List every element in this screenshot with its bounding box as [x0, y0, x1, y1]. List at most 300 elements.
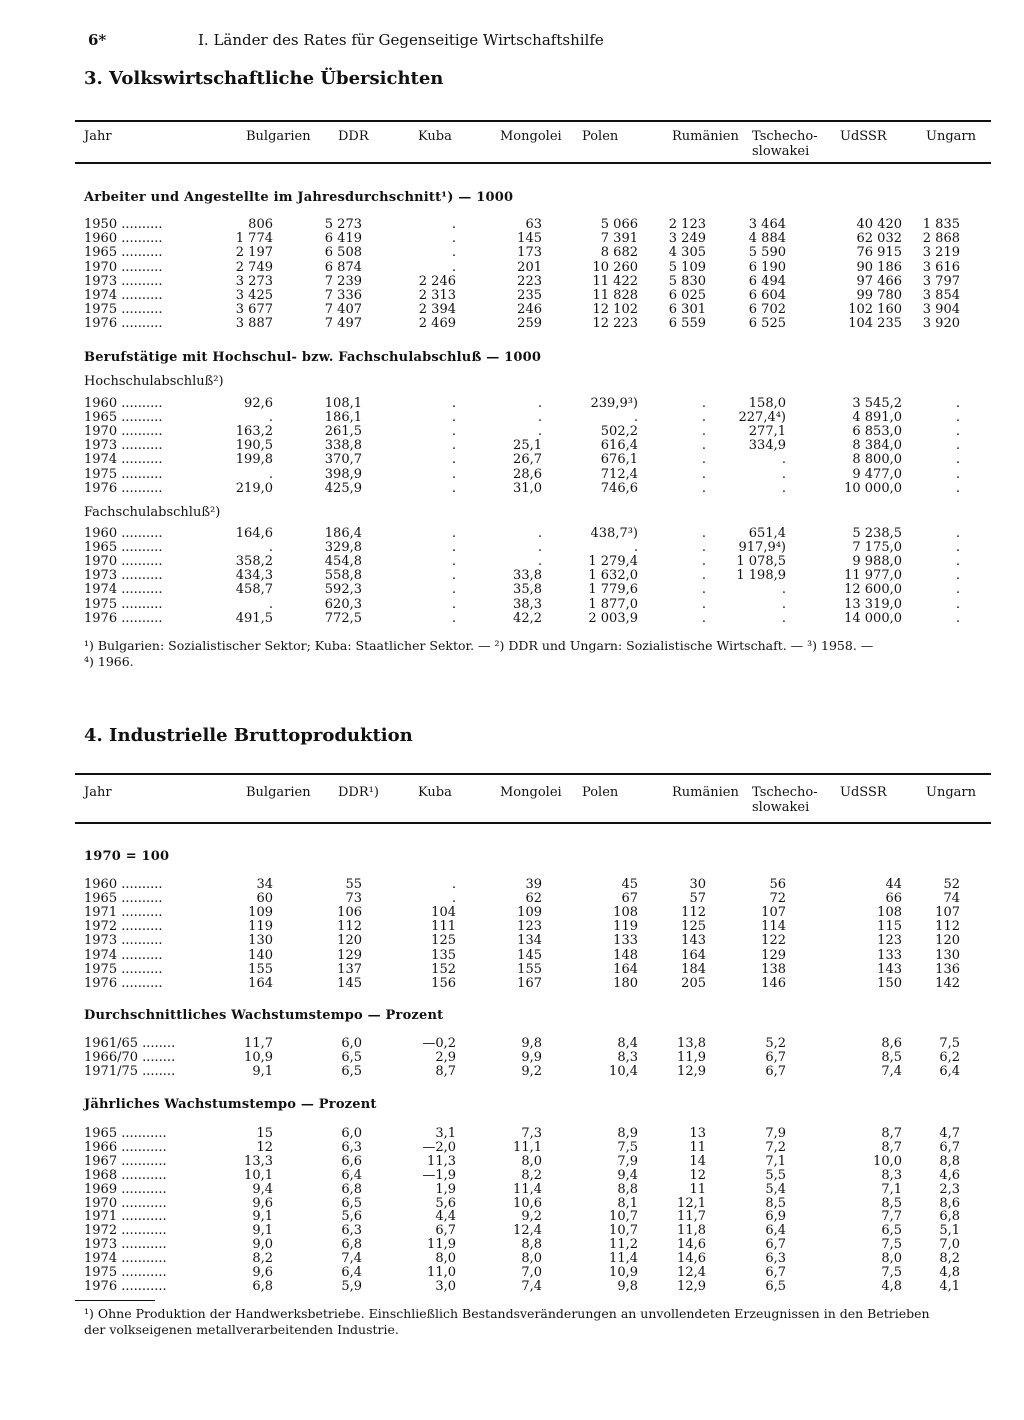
- value-cell: 1 198,9: [736, 568, 786, 584]
- year-cell: 1975 ..........: [84, 596, 163, 612]
- value-cell: 6,7: [939, 1139, 960, 1155]
- value-cell: 4,7: [939, 1126, 960, 1141]
- value-cell: 164: [248, 975, 273, 991]
- value-cell: 2 868: [922, 231, 960, 247]
- year-cell: 1974 ...........: [84, 1251, 167, 1267]
- value-cell: .: [701, 526, 706, 541]
- value-cell: 11,2: [609, 1237, 638, 1253]
- value-cell: 917,9⁴): [738, 540, 786, 556]
- table-row: [0, 246, 1024, 260]
- value-cell: 3 677: [235, 302, 273, 318]
- year-cell: 1973 ...........: [84, 1237, 167, 1253]
- value-cell: .: [701, 466, 706, 482]
- value-cell: 592,3: [324, 582, 362, 598]
- table-row: [0, 878, 1024, 892]
- value-cell: 10,6: [513, 1195, 542, 1211]
- year-cell: 1973 ..........: [84, 568, 163, 584]
- value-cell: 8,3: [617, 1050, 638, 1066]
- value-cell: 38,3: [513, 596, 542, 612]
- value-cell: .: [955, 410, 960, 426]
- value-cell: 746,6: [600, 480, 638, 496]
- value-cell: 123: [517, 919, 542, 935]
- value-cell: 120: [337, 933, 362, 949]
- value-cell: 133: [613, 933, 638, 949]
- value-cell: 145: [337, 975, 362, 991]
- value-cell: 140: [248, 947, 273, 963]
- value-cell: 99 780: [856, 288, 902, 303]
- value-cell: 11,9: [427, 1237, 456, 1253]
- value-cell: 6 419: [324, 231, 362, 247]
- value-cell: 7,0: [939, 1237, 960, 1253]
- column-header: Jahr: [84, 785, 112, 800]
- value-cell: 7,4: [881, 1064, 902, 1080]
- value-cell: 6 525: [748, 316, 786, 332]
- value-cell: 63: [525, 217, 542, 232]
- value-cell: 119: [248, 919, 273, 935]
- value-cell: 458,7: [235, 582, 273, 598]
- value-cell: .: [955, 438, 960, 454]
- value-cell: 9,1: [252, 1209, 273, 1225]
- value-cell: 3 273: [235, 273, 273, 289]
- value-cell: 35,8: [513, 582, 542, 598]
- value-cell: 31,0: [513, 480, 542, 496]
- column-header: Jahr: [84, 129, 112, 144]
- column-header: Polen: [582, 129, 619, 144]
- value-cell: 6,3: [341, 1223, 362, 1239]
- value-cell: .: [451, 540, 456, 556]
- column-header: Polen: [582, 785, 619, 800]
- value-cell: 6 559: [668, 316, 706, 332]
- value-cell: 92,6: [244, 396, 273, 411]
- column-header: Mongolei: [500, 129, 562, 144]
- value-cell: 119: [613, 919, 638, 935]
- value-cell: 398,9: [324, 466, 362, 482]
- value-cell: 135: [431, 947, 456, 963]
- value-cell: 11: [689, 1139, 706, 1155]
- value-cell: 184: [681, 961, 706, 977]
- year-cell: 1975 ...........: [84, 1265, 167, 1280]
- value-cell: 12,9: [677, 1278, 706, 1294]
- value-cell: 8,0: [881, 1251, 902, 1267]
- value-cell: .: [955, 540, 960, 556]
- value-cell: 10,7: [609, 1209, 638, 1225]
- value-cell: 6,4: [939, 1064, 960, 1080]
- year-cell: 1966 ...........: [84, 1139, 167, 1155]
- year-cell: 1974 ..........: [84, 288, 163, 303]
- value-cell: 6,0: [341, 1036, 362, 1051]
- value-cell: 4 891,0: [852, 410, 902, 426]
- value-cell: 30: [689, 877, 706, 892]
- table-row: [0, 541, 1024, 555]
- column-header: UdSSR: [840, 785, 887, 800]
- value-cell: 163,2: [235, 424, 273, 440]
- value-cell: 6,4: [341, 1265, 362, 1280]
- value-cell: 7 497: [324, 316, 362, 332]
- value-cell: 1,9: [435, 1181, 456, 1197]
- value-cell: 676,1: [600, 452, 638, 468]
- value-cell: 45: [621, 877, 638, 892]
- table-row: [0, 1238, 1024, 1252]
- year-cell: 1965 ..........: [84, 245, 163, 261]
- value-cell: 180: [613, 975, 638, 991]
- value-cell: 62: [525, 891, 542, 907]
- value-cell: 5 109: [668, 259, 706, 275]
- value-cell: 239,9³): [590, 396, 638, 411]
- value-cell: 651,4: [748, 526, 786, 541]
- value-cell: 8,8: [617, 1181, 638, 1197]
- table-row: [0, 275, 1024, 289]
- footnote: der volkseigenen metallverarbeitenden Industrie.: [84, 1322, 399, 1337]
- value-cell: 6 025: [668, 288, 706, 303]
- group-title: Jährliches Wachstumstempo — Prozent: [84, 1097, 377, 1112]
- value-cell: .: [451, 452, 456, 468]
- section-title: 3. Volkswirtschaftliche Übersichten: [84, 68, 444, 89]
- value-cell: 9,4: [252, 1181, 273, 1197]
- column-header: Ungarn: [926, 129, 976, 144]
- value-cell: 9,9: [521, 1050, 542, 1066]
- table-row: [0, 1051, 1024, 1065]
- table-row: [0, 1169, 1024, 1183]
- value-cell: .: [268, 466, 273, 482]
- table-row: [0, 1155, 1024, 1169]
- year-cell: 1973 ..........: [84, 273, 163, 289]
- value-cell: 11,8: [677, 1223, 706, 1239]
- value-cell: 133: [877, 947, 902, 963]
- column-header: Bulgarien: [246, 785, 311, 800]
- value-cell: 11,7: [244, 1036, 273, 1051]
- value-cell: 12,4: [513, 1223, 542, 1239]
- value-cell: 3,0: [435, 1278, 456, 1294]
- table-row: [0, 411, 1024, 425]
- group-title: Arbeiter und Angestellte im Jahresdurchschnitt¹) — 1000: [84, 190, 514, 205]
- value-cell: 108: [877, 905, 902, 921]
- year-cell: 1973 ..........: [84, 933, 163, 949]
- year-cell: 1970 ..........: [84, 259, 163, 275]
- value-cell: 9,6: [252, 1265, 273, 1280]
- value-cell: 6,2: [939, 1050, 960, 1066]
- value-cell: 620,3: [324, 596, 362, 612]
- value-cell: .: [955, 568, 960, 584]
- value-cell: 2 313: [418, 288, 456, 303]
- value-cell: 8,9: [617, 1126, 638, 1141]
- value-cell: 130: [935, 947, 960, 963]
- value-cell: 11,7: [677, 1209, 706, 1225]
- value-cell: .: [701, 554, 706, 570]
- year-cell: 1972 ...........: [84, 1223, 167, 1239]
- value-cell: 6,7: [765, 1237, 786, 1253]
- group-title: Berufstätige mit Hochschul- bzw. Fachschulabschluß — 1000: [84, 350, 542, 365]
- year-cell: 1973 ..........: [84, 438, 163, 454]
- table-row: [0, 1127, 1024, 1141]
- value-cell: 7 175,0: [852, 540, 902, 556]
- value-cell: 806: [248, 217, 273, 232]
- table-row: [0, 598, 1024, 612]
- value-cell: 558,8: [324, 568, 362, 584]
- value-cell: 104 235: [848, 316, 902, 332]
- value-cell: 8,4: [617, 1036, 638, 1051]
- value-cell: 115: [877, 919, 902, 935]
- value-cell: 12,9: [677, 1064, 706, 1080]
- value-cell: 57: [689, 891, 706, 907]
- column-header: DDR: [338, 129, 369, 144]
- value-cell: .: [268, 540, 273, 556]
- value-cell: 11 422: [592, 273, 638, 289]
- year-cell: 1976 ..........: [84, 975, 163, 991]
- value-cell: 130: [248, 933, 273, 949]
- value-cell: 136: [935, 961, 960, 977]
- value-cell: 7,1: [881, 1181, 902, 1197]
- value-cell: 8,7: [435, 1064, 456, 1080]
- value-cell: 7,4: [521, 1278, 542, 1294]
- value-cell: 10,9: [609, 1265, 638, 1280]
- value-cell: 164: [681, 947, 706, 963]
- value-cell: .: [781, 452, 786, 468]
- value-cell: 772,5: [324, 610, 362, 626]
- value-cell: 62 032: [856, 231, 902, 247]
- value-cell: 3,1: [435, 1126, 456, 1141]
- subgroup-title: Fachschulabschluß²): [84, 505, 221, 520]
- value-cell: 186,1: [324, 410, 362, 426]
- table-row: [0, 1224, 1024, 1238]
- value-cell: 66: [885, 891, 902, 907]
- value-cell: 3 219: [922, 245, 960, 261]
- value-cell: .: [537, 424, 542, 440]
- value-cell: 2 197: [235, 245, 273, 261]
- value-cell: 1 779,6: [588, 582, 638, 598]
- value-cell: .: [451, 596, 456, 612]
- value-cell: 5 238,5: [852, 526, 902, 541]
- value-cell: 12 223: [592, 316, 638, 332]
- value-cell: 25,1: [513, 438, 542, 454]
- table-row: [0, 906, 1024, 920]
- value-cell: 60: [256, 891, 273, 907]
- value-cell: 8,0: [521, 1153, 542, 1169]
- value-cell: 11: [689, 1181, 706, 1197]
- year-cell: 1971 ...........: [84, 1209, 167, 1225]
- value-cell: 227,4⁴): [738, 410, 786, 426]
- value-cell: 3 797: [922, 273, 960, 289]
- value-cell: 7,5: [939, 1036, 960, 1051]
- value-cell: 1 774: [235, 231, 273, 247]
- value-cell: 11,4: [609, 1251, 638, 1267]
- value-cell: .: [701, 480, 706, 496]
- value-cell: 5 273: [324, 217, 362, 232]
- value-cell: .: [451, 526, 456, 541]
- value-cell: 8,2: [521, 1167, 542, 1183]
- value-cell: .: [955, 452, 960, 468]
- year-cell: 1950 ..........: [84, 217, 163, 232]
- value-cell: 8,5: [881, 1050, 902, 1066]
- value-cell: 6,4: [341, 1167, 362, 1183]
- column-header: Kuba: [418, 785, 452, 800]
- value-cell: .: [955, 466, 960, 482]
- value-cell: 8,0: [435, 1251, 456, 1267]
- value-cell: 616,4: [600, 438, 638, 454]
- year-cell: 1972 ..........: [84, 919, 163, 935]
- value-cell: .: [451, 231, 456, 247]
- value-cell: 6,4: [765, 1223, 786, 1239]
- value-cell: 167: [517, 975, 542, 991]
- value-cell: 8,1: [617, 1195, 638, 1211]
- page-header: [88, 31, 604, 49]
- table-row: [0, 397, 1024, 411]
- value-cell: 11 828: [592, 288, 638, 303]
- running-title: I. Länder des Rates für Gegenseitige Wirtschaftshilfe: [198, 31, 604, 49]
- year-cell: 1967 ...........: [84, 1153, 167, 1169]
- value-cell: .: [451, 217, 456, 232]
- value-cell: 145: [517, 947, 542, 963]
- value-cell: 6,5: [341, 1064, 362, 1080]
- value-cell: 2,3: [939, 1181, 960, 1197]
- value-cell: 7,5: [617, 1139, 638, 1155]
- value-cell: .: [633, 410, 638, 426]
- value-cell: 329,8: [324, 540, 362, 556]
- value-cell: 5 066: [600, 217, 638, 232]
- column-header: Mongolei: [500, 785, 562, 800]
- table-row: [0, 934, 1024, 948]
- value-cell: 2 469: [418, 316, 456, 332]
- value-cell: 454,8: [324, 554, 362, 570]
- value-cell: 33,8: [513, 568, 542, 584]
- column-header: Rumänien: [672, 785, 739, 800]
- value-cell: 97 466: [856, 273, 902, 289]
- value-cell: 8,2: [939, 1251, 960, 1267]
- value-cell: 712,4: [600, 466, 638, 482]
- value-cell: .: [451, 466, 456, 482]
- value-cell: .: [268, 596, 273, 612]
- value-cell: 6,3: [341, 1139, 362, 1155]
- value-cell: .: [451, 396, 456, 411]
- value-cell: 12: [256, 1139, 273, 1155]
- value-cell: 11,4: [513, 1181, 542, 1197]
- value-cell: 6,5: [341, 1195, 362, 1211]
- value-cell: 9,2: [521, 1064, 542, 1080]
- value-cell: .: [955, 596, 960, 612]
- value-cell: 370,7: [324, 452, 362, 468]
- value-cell: 148: [613, 947, 638, 963]
- value-cell: 8,2: [252, 1251, 273, 1267]
- value-cell: 434,3: [235, 568, 273, 584]
- year-cell: 1975 ..........: [84, 302, 163, 318]
- value-cell: 7,1: [765, 1153, 786, 1169]
- value-cell: 3 904: [922, 302, 960, 318]
- value-cell: .: [701, 596, 706, 612]
- value-cell: 112: [337, 919, 362, 935]
- value-cell: 125: [681, 919, 706, 935]
- value-cell: .: [701, 582, 706, 598]
- value-cell: 8,8: [521, 1237, 542, 1253]
- value-cell: 10,7: [609, 1223, 638, 1239]
- value-cell: .: [955, 396, 960, 411]
- value-cell: 7 407: [324, 302, 362, 318]
- table-row: [0, 232, 1024, 246]
- value-cell: 5,6: [435, 1195, 456, 1211]
- value-cell: 6,5: [341, 1050, 362, 1066]
- value-cell: 6 874: [324, 259, 362, 275]
- value-cell: .: [701, 568, 706, 584]
- value-cell: 145: [517, 231, 542, 247]
- value-cell: .: [451, 891, 456, 907]
- table-row: [0, 261, 1024, 275]
- value-cell: 112: [681, 905, 706, 921]
- value-cell: 122: [761, 933, 786, 949]
- value-cell: 73: [345, 891, 362, 907]
- year-cell: 1960 ..........: [84, 231, 163, 247]
- value-cell: 56: [769, 877, 786, 892]
- table-row: [0, 569, 1024, 583]
- year-cell: 1974 ..........: [84, 452, 163, 468]
- table-row: [0, 555, 1024, 569]
- value-cell: .: [451, 610, 456, 626]
- value-cell: .: [451, 410, 456, 426]
- value-cell: 3 425: [235, 288, 273, 303]
- value-cell: 6 508: [324, 245, 362, 261]
- value-cell: 164: [613, 961, 638, 977]
- value-cell: 4,1: [939, 1278, 960, 1294]
- footnote-rule: [75, 1300, 155, 1301]
- column-header: Tschecho- slowakei: [752, 129, 818, 159]
- value-cell: 259: [517, 316, 542, 332]
- value-cell: 14,6: [677, 1251, 706, 1267]
- value-cell: 125: [431, 933, 456, 949]
- value-cell: 205: [681, 975, 706, 991]
- value-cell: 219,0: [235, 480, 273, 496]
- value-cell: 6,7: [765, 1265, 786, 1280]
- year-cell: 1960 ..........: [84, 877, 163, 892]
- value-cell: .: [701, 424, 706, 440]
- table-row: [0, 1280, 1024, 1294]
- value-cell: 6,8: [252, 1278, 273, 1294]
- value-cell: 5,4: [765, 1181, 786, 1197]
- year-cell: 1976 ..........: [84, 316, 163, 332]
- value-cell: 173: [517, 245, 542, 261]
- value-cell: 6,7: [435, 1223, 456, 1239]
- value-cell: 52: [943, 877, 960, 892]
- value-cell: .: [781, 610, 786, 626]
- value-cell: 123: [877, 933, 902, 949]
- value-cell: .: [451, 877, 456, 892]
- column-header: UdSSR: [840, 129, 887, 144]
- value-cell: 8,6: [881, 1036, 902, 1051]
- table-row: [0, 583, 1024, 597]
- value-cell: 106: [337, 905, 362, 921]
- value-cell: 425,9: [324, 480, 362, 496]
- value-cell: 190,5: [235, 438, 273, 454]
- value-cell: 108,1: [324, 396, 362, 411]
- year-cell: 1971 ..........: [84, 905, 163, 921]
- value-cell: .: [955, 480, 960, 496]
- value-cell: .: [451, 568, 456, 584]
- value-cell: 199,8: [235, 452, 273, 468]
- value-cell: 1 835: [922, 217, 960, 232]
- value-cell: 3 249: [668, 231, 706, 247]
- year-cell: 1970 ...........: [84, 1195, 167, 1211]
- value-cell: 9,1: [252, 1223, 273, 1239]
- value-cell: 2 123: [668, 217, 706, 232]
- value-cell: 8,0: [521, 1251, 542, 1267]
- subgroup-title: Hochschulabschluß²): [84, 374, 224, 389]
- value-cell: 12 102: [592, 302, 638, 318]
- value-cell: 14 000,0: [844, 610, 902, 626]
- value-cell: 11,0: [427, 1265, 456, 1280]
- value-cell: .: [451, 424, 456, 440]
- table-row: [0, 949, 1024, 963]
- value-cell: 9,1: [252, 1064, 273, 1080]
- value-cell: 11,1: [513, 1139, 542, 1155]
- table-row: [0, 1037, 1024, 1051]
- value-cell: 6,8: [341, 1237, 362, 1253]
- value-cell: .: [701, 438, 706, 454]
